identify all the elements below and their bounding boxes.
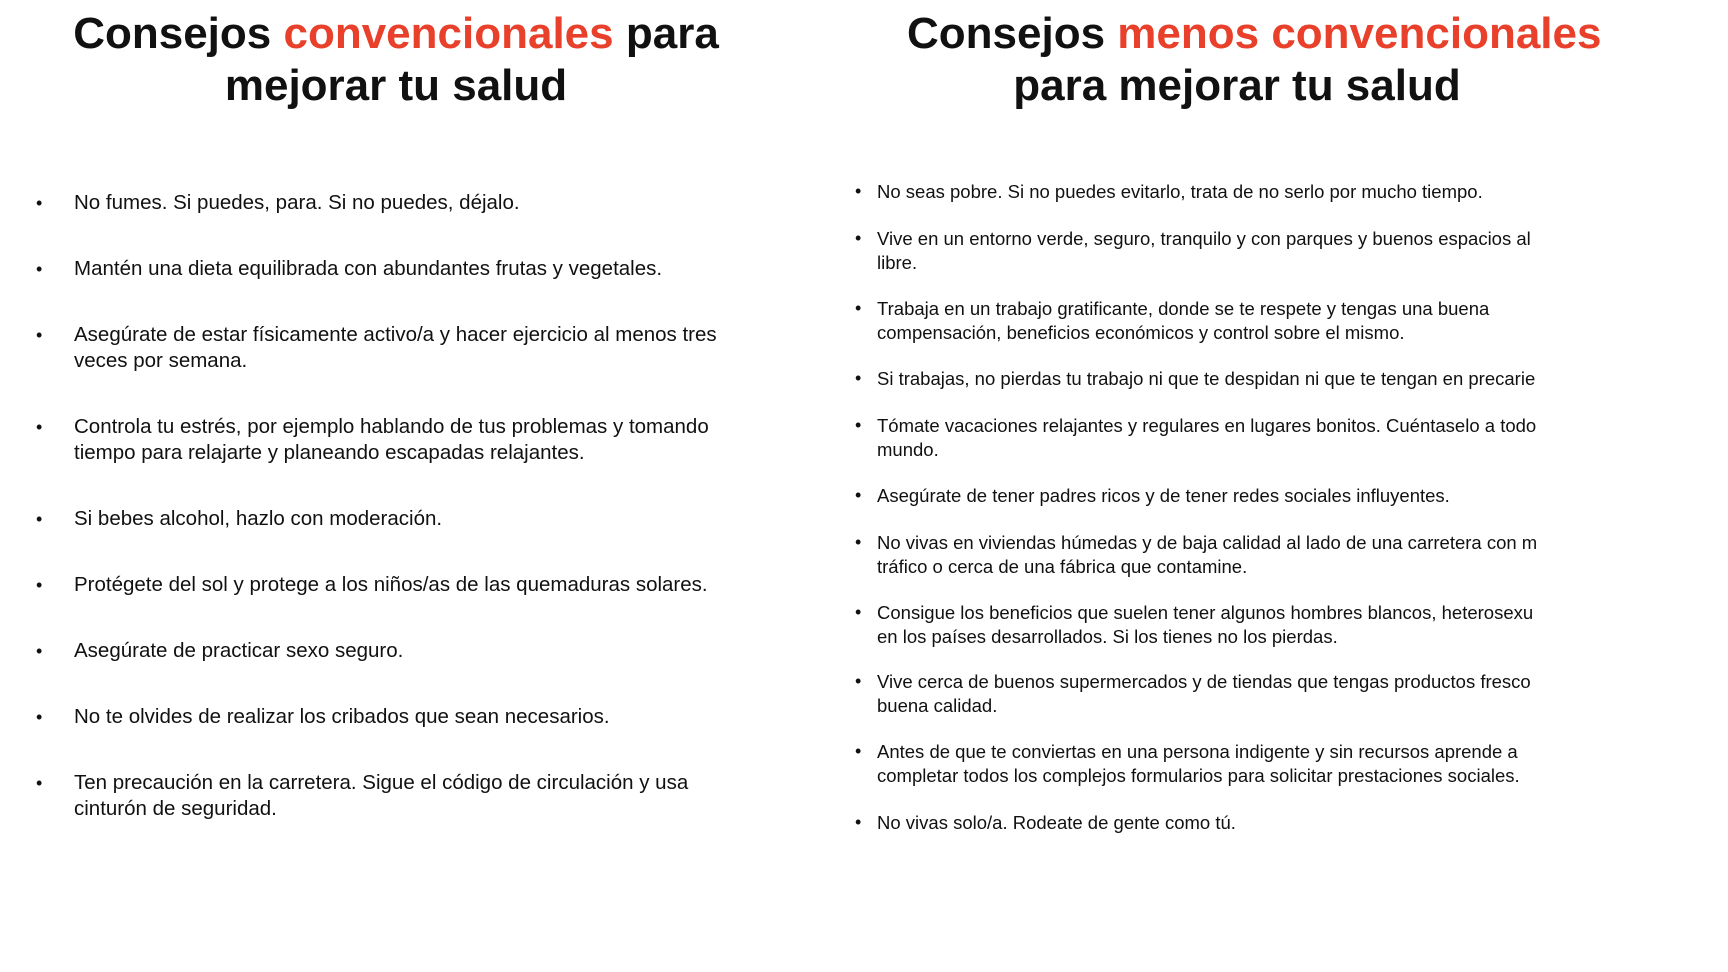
tip-item xyxy=(855,484,1728,508)
tip-text-line: No vivas en viviendas húmedas y de baja calidad al lado de una carretera con m xyxy=(877,532,1538,553)
tip-text-line: No fumes. Si puedes, para. Si no puedes, déjalo. xyxy=(74,191,520,214)
tip-item xyxy=(855,811,1728,835)
conventional-tips-title xyxy=(0,8,792,112)
tip-item xyxy=(855,297,1728,344)
tip-text-line: tiempo para relajarte y planeando escapadas relajantes. xyxy=(74,441,585,464)
bullet-icon: • xyxy=(855,298,862,318)
bullet-icon: • xyxy=(855,602,862,622)
bullet-icon: • xyxy=(36,773,43,793)
bullet-icon: • xyxy=(855,368,862,388)
tip-item xyxy=(36,414,756,466)
tip-text-line: Ten precaución en la carretera. Sigue el código de circulación y usa xyxy=(74,771,689,794)
tip-item xyxy=(855,180,1728,204)
tip-item xyxy=(36,256,756,282)
tip-item xyxy=(855,227,1728,274)
tip-item xyxy=(36,770,756,822)
bullet-icon: • xyxy=(36,575,43,595)
bullet-icon: • xyxy=(36,509,43,529)
title-accent-words: menos convencionales xyxy=(1117,9,1602,58)
title-text-start: Consejos xyxy=(907,9,1118,58)
tip-text-line: Consigue los beneficios que suelen tener algunos hombres blancos, heterosexu xyxy=(877,602,1534,623)
tip-item xyxy=(36,322,756,374)
tip-text-line: No vivas solo/a. Rodeate de gente como tú. xyxy=(877,812,1236,833)
tip-text-line: cinturón de seguridad. xyxy=(74,797,277,820)
tip-text-line: Tómate vacaciones relajantes y regulares en lugares bonitos. Cuéntaselo a todo xyxy=(877,415,1537,436)
tip-item xyxy=(36,638,756,664)
tip-text-line: Si trabajas, no pierdas tu trabajo ni que te despidan ni que te tengan en precarie xyxy=(877,368,1536,389)
tip-text-line: Trabaja en un trabajo gratificante, donde se te respete y tengas una buena xyxy=(877,298,1490,319)
tip-item xyxy=(855,740,1728,787)
tip-text-line: No seas pobre. Si no puedes evitarlo, trata de no serlo por mucho tiempo. xyxy=(877,181,1483,202)
tip-text-line: libre. xyxy=(877,251,918,273)
bullet-icon: • xyxy=(855,415,862,435)
bullet-icon: • xyxy=(36,325,43,345)
tip-text-line: buena calidad. xyxy=(877,694,998,716)
bullet-icon: • xyxy=(36,193,43,213)
tip-text-line: completar todos los complejos formularios para solicitar prestaciones sociales. xyxy=(877,764,1520,786)
bullet-icon: • xyxy=(855,671,862,691)
bullet-icon: • xyxy=(855,532,862,552)
tip-text-line: Protégete del sol y protege a los niños/as de las quemaduras solares. xyxy=(74,573,708,596)
tip-item xyxy=(855,367,1728,391)
tip-item xyxy=(855,670,1728,717)
tip-text-line: veces por semana. xyxy=(74,349,248,372)
bullet-icon: • xyxy=(36,707,43,727)
tip-text-line: compensación, beneficios económicos y control sobre el mismo. xyxy=(877,321,1405,343)
tip-text-line: No te olvides de realizar los cribados que sean necesarios. xyxy=(74,705,610,728)
tip-text-line: Vive en un entorno verde, seguro, tranquilo y con parques y buenos espacios al xyxy=(877,228,1531,249)
title-text-end: para xyxy=(613,9,719,58)
tip-text-line: en los países desarrollados. Si los tienes no los pierdas. xyxy=(877,625,1338,647)
title-second-line: mejorar tu salud xyxy=(224,61,568,110)
unconventional-tips-panel xyxy=(840,0,1728,972)
bullet-icon: • xyxy=(36,417,43,437)
title-accent-word: convencionales xyxy=(283,9,614,58)
title-second-line: para mejorar tu salud xyxy=(1013,61,1461,110)
bullet-icon: • xyxy=(36,259,43,279)
tip-text-line: mundo. xyxy=(877,438,939,460)
tip-text-line: Controla tu estrés, por ejemplo hablando de tus problemas y tomando xyxy=(74,415,709,438)
tip-item xyxy=(855,414,1728,461)
unconventional-tips-title xyxy=(840,8,1634,112)
bullet-icon: • xyxy=(855,485,862,505)
bullet-icon: • xyxy=(36,641,43,661)
tip-item xyxy=(36,704,756,730)
tip-item xyxy=(36,506,756,532)
tip-item xyxy=(36,572,756,598)
bullet-icon: • xyxy=(855,228,862,248)
bullet-icon: • xyxy=(855,181,862,201)
conventional-tips-panel xyxy=(0,0,800,972)
tip-text-line: Antes de que te conviertas en una persona indigente y sin recursos aprende a xyxy=(877,741,1518,762)
bullet-icon: • xyxy=(855,812,862,832)
tip-text-line: Vive cerca de buenos supermercados y de tiendas que tengas productos fresco xyxy=(877,671,1531,692)
tip-text-line: Asegúrate de estar físicamente activo/a y hacer ejercicio al menos tres xyxy=(74,323,717,346)
tip-text-line: Asegúrate de tener padres ricos y de tener redes sociales influyentes. xyxy=(877,485,1450,506)
tip-text-line: Asegúrate de practicar sexo seguro. xyxy=(74,639,404,662)
tip-text-line: Mantén una dieta equilibrada con abundantes frutas y vegetales. xyxy=(74,257,663,280)
bullet-icon: • xyxy=(855,741,862,761)
tip-text-line: Si bebes alcohol, hazlo con moderación. xyxy=(74,507,443,530)
tip-item xyxy=(36,190,756,216)
tip-item xyxy=(855,601,1728,648)
title-text-start: Consejos xyxy=(73,9,284,58)
tip-text-line: tráfico o cerca de una fábrica que contamine. xyxy=(877,555,1248,577)
tip-item xyxy=(855,531,1728,578)
